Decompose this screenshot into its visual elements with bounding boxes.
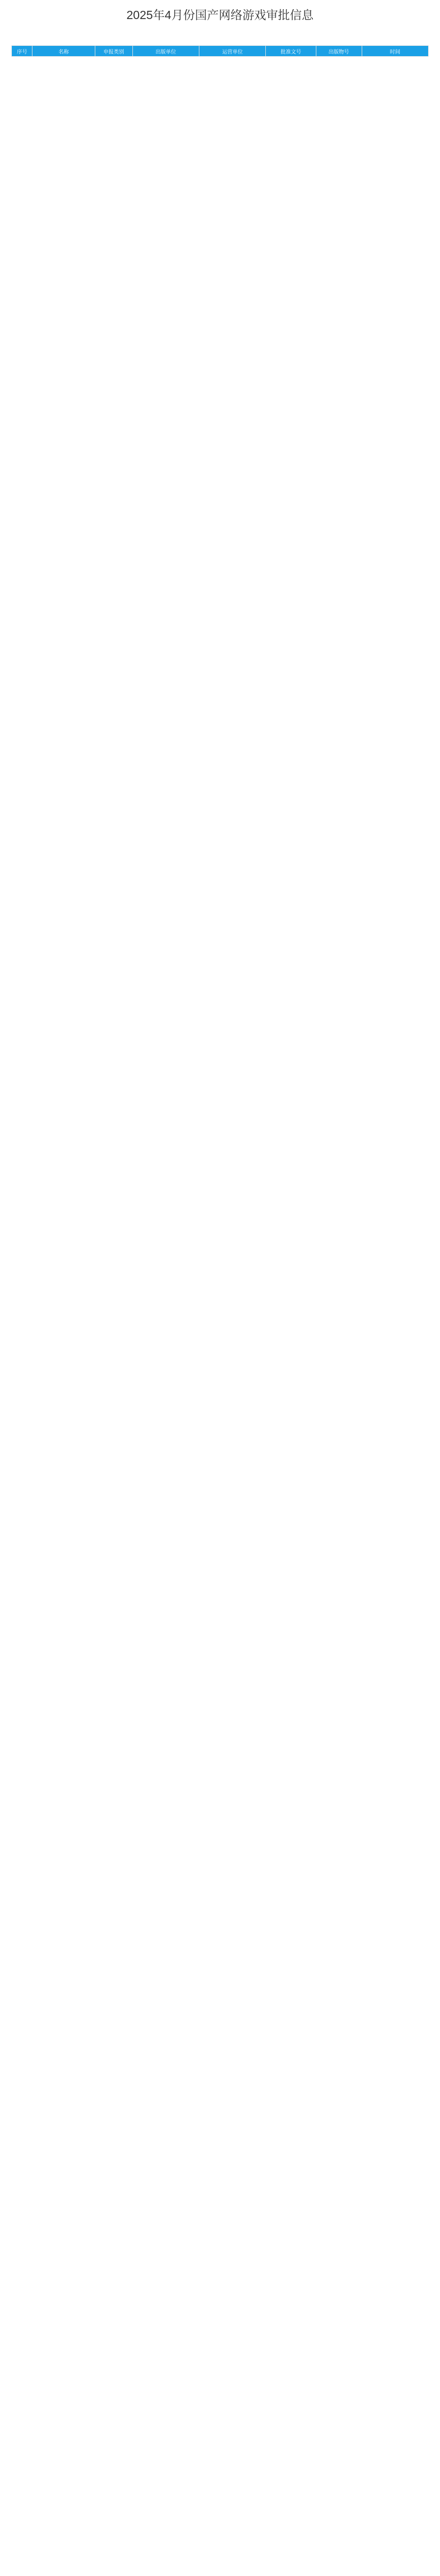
- column-header-operator: 运营单位: [199, 46, 266, 57]
- column-header-date: 时间: [362, 46, 428, 57]
- column-header-approval-no: 批准文号: [266, 46, 316, 57]
- column-header-isbn: 出版物号: [316, 46, 362, 57]
- column-header-publisher: 出版单位: [132, 46, 199, 57]
- table-header-row: [12, 46, 429, 57]
- approval-table-container: [11, 45, 429, 57]
- approval-table: [11, 45, 429, 57]
- column-header-name: 名称: [32, 46, 95, 57]
- column-header-category: 申报类别: [95, 46, 132, 57]
- article-meta: [11, 23, 429, 33]
- column-header-index: 序号: [12, 46, 32, 57]
- page-title: 2025年4月份国产网络游戏审批信息: [126, 8, 314, 22]
